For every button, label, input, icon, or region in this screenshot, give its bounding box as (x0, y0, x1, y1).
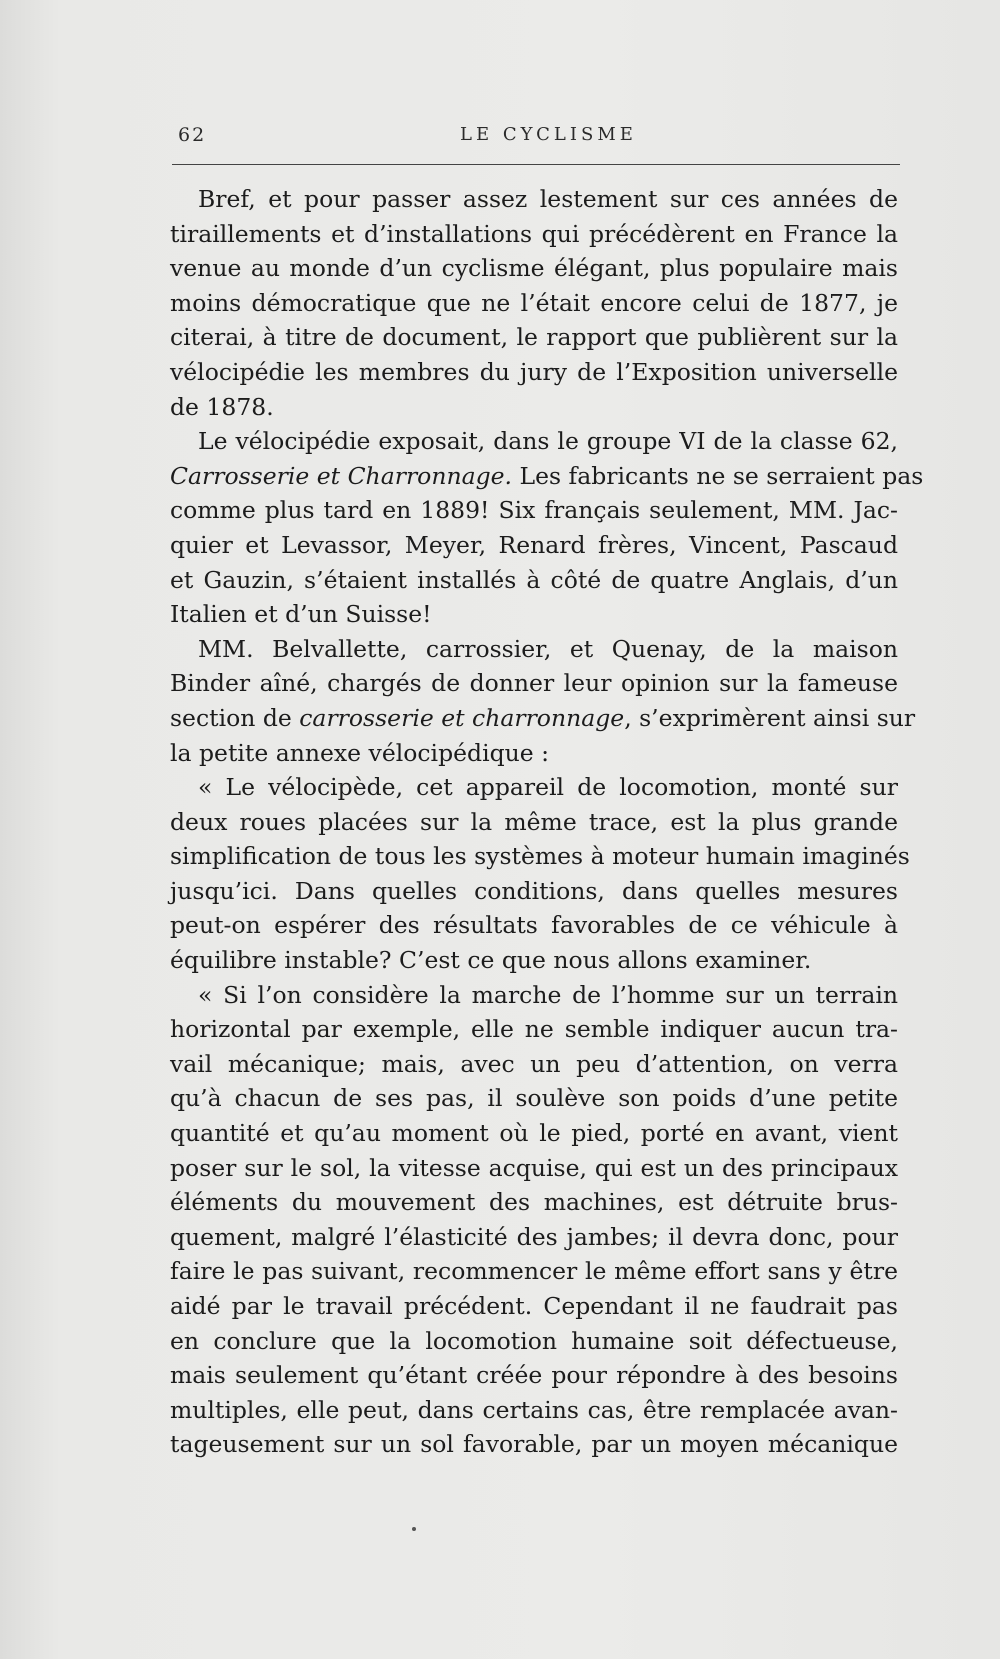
text-line (170, 251, 898, 286)
text-line (170, 1289, 898, 1324)
text-line-content: Les fabricants ne se serraient pas (512, 461, 924, 490)
text-line (170, 874, 898, 909)
text-line-content: peut-on espérer des résultats favorables de ce véhicule à (170, 911, 898, 940)
text-line-content: venue au monde d’un cyclisme élégant, plus populaire mais (170, 254, 898, 283)
text-line-prefix: section de (170, 703, 300, 732)
text-line (170, 736, 898, 771)
text-line-content: Binder aîné, chargés de donner leur opinion sur la fameuse (170, 669, 898, 698)
text-line (170, 528, 898, 563)
text-line (170, 286, 898, 321)
text-line (170, 666, 898, 701)
text-line-content: équilibre instable? C’est ce que nous allons examiner. (170, 946, 812, 975)
text-line-content: , s’exprimèrent ainsi sur (624, 703, 916, 732)
text-line (170, 839, 910, 874)
running-head: LE CYCLISME (460, 124, 637, 145)
text-line-content: deux roues placées sur la même trace, est la plus grande (170, 807, 898, 836)
italic-phrase: Carrosserie et Charronnage. (170, 461, 513, 490)
text-line-content: MM. Belvallette, carrossier, et Quenay, de la maison (198, 634, 898, 663)
text-line-content: moins démocratique que ne l’était encore celui de 1877, je (170, 288, 898, 317)
text-line (170, 182, 898, 217)
text-line-content: la petite annexe vélocipédique : (170, 738, 550, 767)
text-line (170, 943, 898, 978)
text-line (170, 978, 898, 1013)
text-line-content: vélocipédie les membres du jury de l’Exposition universelle (170, 357, 898, 386)
text-line-content: faire le pas suivant, recommencer le même effort sans y être (170, 1257, 898, 1286)
text-line (170, 597, 898, 632)
text-line (170, 1081, 898, 1116)
text-line (170, 1393, 898, 1428)
text-line (170, 217, 898, 252)
text-line (170, 390, 898, 425)
text-line-content: jusqu’ici. Dans quelles conditions, dans quelles mesures (170, 876, 898, 905)
text-line (170, 459, 924, 494)
text-line-content: Bref, et pour passer assez lestement sur ces années de (198, 185, 898, 213)
text-line (170, 908, 898, 943)
text-line (170, 1220, 898, 1255)
text-line-content: qu’à chacun de ses pas, il soulève son poids d’une petite (170, 1084, 898, 1113)
text-line (170, 632, 898, 667)
text-line (170, 770, 898, 805)
text-line-content: vail mécanique; mais, avec un peu d’attention, on verra (170, 1049, 898, 1078)
text-line-content: simplification de tous les systèmes à moteur humain imaginés (170, 842, 910, 871)
text-line-content: de 1878. (170, 392, 274, 421)
page-number: 62 (178, 124, 207, 146)
text-line-content: et Gauzin, s’étaient installés à côté de quatre Anglais, d’un (170, 565, 898, 594)
text-line-content: en conclure que la locomotion humaine soit défectueuse, (170, 1326, 898, 1355)
text-line-content: quantité et qu’au moment où le pied, porté en avant, vient (170, 1119, 898, 1148)
text-line-content: Italien et d’un Suisse! (170, 600, 432, 629)
text-line-content: quement, malgré l’élasticité des jambes; il devra donc, pour (170, 1222, 898, 1251)
text-line (170, 1047, 898, 1082)
text-line-content: tageusement sur un sol favorable, par un moyen mécanique (170, 1430, 898, 1459)
text-line (170, 424, 898, 459)
text-line-content: Le vélocipédie exposait, dans le groupe VI de la classe 62, (198, 427, 898, 456)
text-line (170, 1185, 898, 1220)
text-line (170, 563, 898, 598)
text-line (170, 1324, 898, 1359)
italic-phrase: carrosserie et charronnage (299, 703, 625, 732)
text-line-content: « Si l’on considère la marche de l’homme sur un terrain (198, 980, 898, 1009)
text-line (170, 1151, 898, 1186)
body-text (170, 182, 924, 1462)
text-line-content: citerai, à titre de document, le rapport que publièrent sur la (170, 323, 898, 352)
print-speck (412, 1527, 416, 1531)
text-line (170, 1012, 898, 1047)
text-line-content: quier et Levassor, Meyer, Renard frères, Vincent, Pascaud (170, 530, 898, 559)
text-line-content: « Le vélocipède, cet appareil de locomotion, monté sur (198, 773, 898, 802)
text-line (170, 1116, 898, 1151)
text-line-content: horizontal par exemple, elle ne semble indiquer aucun tra- (170, 1015, 898, 1044)
header-rule (172, 164, 900, 165)
text-line-content: mais seulement qu’étant créée pour répondre à des besoins (170, 1361, 898, 1390)
text-line (170, 320, 898, 355)
text-line (170, 805, 898, 840)
text-line-content: multiples, elle peut, dans certains cas, être remplacée avan- (170, 1395, 898, 1424)
text-line (170, 355, 898, 390)
text-line-content: poser sur le sol, la vitesse acquise, qui est un des principaux (170, 1153, 898, 1182)
text-line (170, 701, 916, 736)
text-line-content: comme plus tard en 1889! Six français seulement, MM. Jac- (170, 496, 898, 525)
page-header (178, 124, 900, 154)
text-line-content: tiraillements et d’installations qui précédèrent en France la (170, 219, 898, 248)
text-line-content: éléments du mouvement des machines, est détruite brus- (170, 1188, 898, 1217)
text-line (170, 1358, 898, 1393)
text-line (170, 1254, 898, 1289)
text-line (170, 493, 898, 528)
text-line (170, 1427, 898, 1462)
text-line-content: aidé par le travail précédent. Cependant il ne faudrait pas (170, 1292, 898, 1320)
